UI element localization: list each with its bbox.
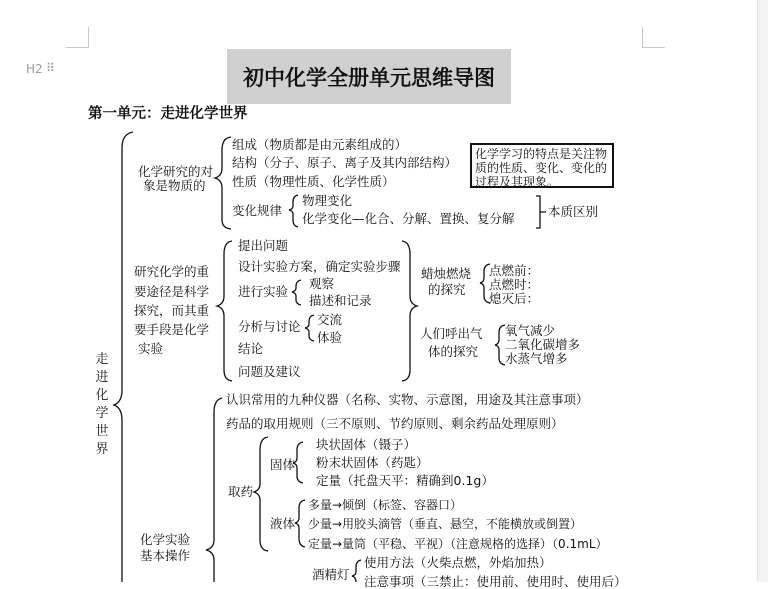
breath-item: 氧气减少: [505, 323, 556, 338]
right-brace-branch2: [402, 241, 417, 381]
breath-item: 二氧化碳增多: [505, 337, 581, 352]
root-char: 化: [95, 388, 109, 403]
branch1-label-line2: 象是物质的: [143, 178, 206, 193]
essence-label: 本质区别: [548, 204, 599, 219]
inquiry-step: 进行实验: [238, 284, 289, 299]
take-label: 取药: [228, 484, 254, 499]
inquiry-step: 分析与讨论: [238, 319, 301, 334]
branch1-item: 结构（分子、原子、离子及其内部结构）: [232, 155, 458, 170]
branch2-label-line: 要途径是科学: [134, 284, 210, 299]
branch1-item: 组成（物质都是由元素组成的）: [232, 137, 408, 152]
brace-breath: [495, 325, 505, 365]
brace-branch1: [215, 137, 231, 229]
liquid-item: 多量→倾倒（标签、容器口）: [308, 498, 463, 512]
lamp-label: 酒精灯: [312, 567, 350, 582]
root-brace: [114, 132, 133, 582]
candle-label-line: 的探究: [428, 282, 466, 297]
branch2-label-line: 探究，而其重: [134, 303, 210, 318]
root-char: 学: [95, 406, 109, 421]
lamp-item: 注意事项（三禁止：使用前、使用时、使用后）: [364, 574, 627, 589]
inquiry-step: 问题及建议: [238, 364, 301, 379]
breath-label-line: 人们呼出气: [420, 326, 483, 341]
change-label: 变化规律: [232, 203, 283, 218]
inquiry-step: 结论: [238, 341, 264, 356]
disc-item: 体验: [317, 330, 343, 345]
solid-item: 粉末状固体（药匙）: [316, 455, 429, 470]
liquid-item: 少量→用胶头滴管（垂直、悬空，不能横放或倒置）: [308, 517, 583, 531]
liquid-item: 定量→量筒（平稳、平视）（注意规格的选择）（0.1mL）: [308, 537, 608, 551]
brace-branch2: [217, 241, 232, 381]
root-char: 走: [95, 352, 109, 367]
candle-item: 熄灭后：: [489, 291, 540, 306]
candle-item: 点燃前：: [489, 263, 540, 278]
change-item: 物理变化: [302, 193, 353, 208]
solid-item: 块状固体（镊子）: [316, 437, 417, 452]
branch2-label-line: 研究化学的重: [134, 264, 210, 279]
brace-change: [289, 195, 298, 227]
brace-lamp: [352, 560, 361, 582]
liquid-label: 液体: [270, 516, 296, 531]
inquiry-step: 提出问题: [238, 238, 289, 253]
branch2-label-line: 要手段是化学: [134, 322, 210, 337]
inquiry-step: 设计实验方案，确定实验步骤: [238, 259, 401, 274]
solid-item: 定量（托盘天平：精确到0.1g）: [316, 473, 494, 488]
brace-branch3: [206, 398, 222, 582]
branch1-label-line1: 化学研究的对: [138, 164, 214, 179]
root-char: 进: [95, 370, 109, 385]
brace-take: [254, 437, 268, 551]
branch3-label-line: 化学实验: [140, 532, 191, 547]
root-char: 界: [95, 442, 109, 457]
exp-item: 观察: [309, 276, 335, 291]
change-item: 化学变化—化合、分解、置换、复分解: [302, 211, 515, 226]
unit-heading: 第一单元：走进化学世界: [88, 105, 248, 122]
root-char: 世: [95, 424, 109, 439]
exp-item: 描述和记录: [309, 293, 372, 308]
heading-level-marker: H2: [26, 62, 43, 76]
document-title: 初中化学全册单元思维导图: [227, 49, 511, 104]
breath-label-line: 体的探究: [428, 344, 479, 359]
lamp-item: 使用方法（火柴点燃，外焰加热）: [364, 555, 552, 570]
brace-exp: [292, 280, 301, 305]
drag-handle-icon[interactable]: ⠿: [46, 61, 53, 75]
branch3-label-line: 基本操作: [140, 548, 191, 563]
brace-liquid: [295, 500, 305, 547]
bracket-essence: [536, 196, 546, 228]
candle-label-line: 蜡烛燃烧: [421, 266, 472, 281]
disc-item: 交流: [317, 312, 343, 327]
branch3-item: 认识常用的九种仪器（名称、实物、示意图，用途及其注意事项）: [226, 392, 589, 407]
branch2-label-line: 实验: [138, 341, 164, 356]
brace-disc: [305, 315, 314, 341]
branch3-item: 药品的取用规则（三不原则、节约原则、剩余药品处理原则）: [226, 416, 564, 431]
solid-label: 固体: [270, 457, 296, 472]
breath-item: 水蒸气增多: [505, 351, 568, 366]
candle-item: 点燃时：: [489, 277, 540, 292]
branch1-item: 性质（物理性质、化学性质）: [232, 174, 395, 189]
study-feature-note: 化学学习的特点是关注物质的性质、变化、变化的过程及其现象。: [470, 143, 614, 188]
